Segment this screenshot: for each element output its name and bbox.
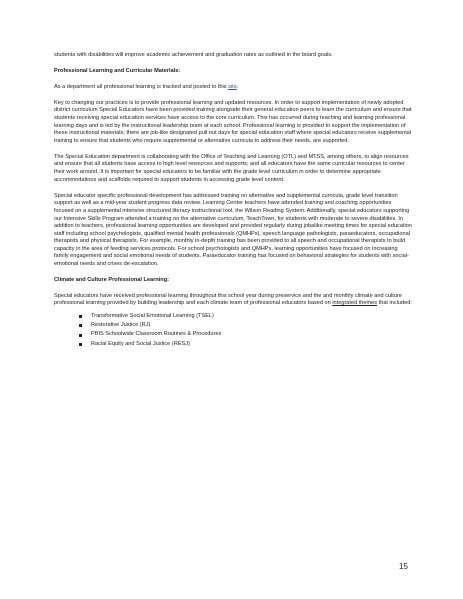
bullet-icon [79,324,82,327]
paragraph-climate-culture [54,293,412,308]
list-item [79,313,412,321]
list-item-text: Transformative Social Emotional Learning (TSEL) [91,312,214,319]
paragraph-tracking-end: . [236,83,239,90]
page-content [54,52,412,350]
list-item-text: Racial Equity and Social Justice (RESJ) [91,340,190,347]
paragraph-tracking-text: As a department all professional learning is tracked and posted to this [54,83,229,90]
paragraph-collaboration-otl: The Special Education department is collaborating with the Office of Teaching and Learning (OTL) and MTSS, among others, to align resources and ensure that all students have access to high level resources and supports; and all educators have the same curricular resources to center their work around. It is important for special educators to be familiar with the grade level curriculum in order to determine appropriate accommodations and scaffolds required to support students in accessing grade level content. [54,153,409,183]
paragraph-climate-text: Special educators have received professional learning throughout this school year during preservice and the and monthly climate and culture professional learning provided by building leadership and each climate team of professional educators based on [54,292,402,307]
paragraph-specific-development: Special educator specific professional development has addressed training on alternative and supplemental curricula, grade level transition support as well as a mid-year student progress data review. Learning Center teachers have attended training and coaching opportunities focused on a supplemental intensive structured literacy instructional tool, the Wilson Reading System. Additionally, special educators supporting our Intensive Skills Program attended a training on the alternative curriculum, TeachTown, for students with moderate to severe disabilities. In addition to teachers, professional learning opportunities are developed and provided regularly during jobalike meeting times for special education staff including school psychologists, qualified mental health professionals (QMHPs), speech language pathologists, paraeducators, occupational therapists and physical therapists. For example, monthly in-depth training has been provided to all speech and occupational therapists to build capacity in the area of feeding services protocols. For school psychologists and QMHPs, learning opportunities have focused on increasing family engagement and social emotional needs of students. Paraeducator training has focused on behavioral strategies for students with social-emotional needs and crises de-escalation. [54,192,412,268]
integrated-themes-link[interactable]: integrated themes [332,300,378,307]
paragraph-key-changing-practices: Key to changing our practices is to provide professional learning and updated resources. In order to support implementation of newly adopted district curriculum Special Educators have been provided training alongside their general education peers to learn the curriculum and ensure that students receiving special education services have access to the core curriculum. This has occurred during teaching and learning professional learning days and is led by the instructional leadership team at each school. Professional learning is provided to support the implementation of these instructional materials; there are job-like designated pull out days for special education staff where special educators receive supplemental training to ensure that students who require supplemental or alternative curricula to address their needs, are supported. [54,99,412,144]
intro-fragment: students with disabilities will improve academic achievement and graduation rates as outlined in the board goals. [54,52,333,58]
section-heading-professional-learning: Professional Learning and Curricular Materials: [54,68,181,75]
page-number: 15 [399,562,408,571]
list-item-text: PBIS Schoolwide Classroom Routines & Procedures [91,331,222,338]
list-item-text: Restorative Justice (RJ) [91,322,151,329]
site-link[interactable]: site [228,83,237,90]
list-item [79,341,412,349]
paragraph-tracking [54,84,412,92]
paragraph-climate-end: that included: [377,300,412,307]
section-heading-climate-culture: Climate and Culture Professional Learning: [54,277,170,284]
themes-list [54,313,412,348]
bullet-icon [79,343,82,346]
bullet-icon [79,334,82,337]
list-item [79,331,412,339]
list-item [79,322,412,330]
bullet-icon [79,315,82,318]
